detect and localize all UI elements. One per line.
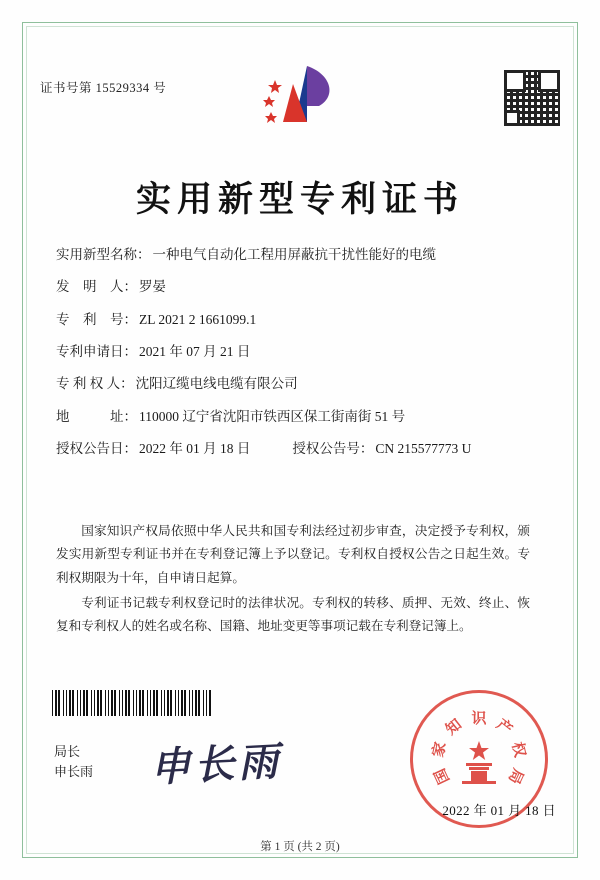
field-row (56, 248, 536, 263)
legal-text-block (56, 520, 530, 640)
handwritten-signature: 申长雨 (149, 738, 284, 791)
legal-paragraph: 国家知识产权局依照中华人民共和国专利法经过初步审查，决定授予专利权，颁发实用新型专利证书并在专利登记簿上予以登记。专利权自授权公告之日起生效。专利权期限为十年，自申请日起算。 (56, 524, 530, 585)
grant-number-value: CN 215577773 U (375, 441, 472, 457)
field-value: 2021 年 07 月 21 日 (139, 344, 251, 360)
field-label: 专利申请日： (56, 344, 137, 360)
field-value: 110000 辽宁省沈阳市铁西区保工街南街 51 号 (139, 408, 406, 424)
field-row (56, 280, 536, 295)
fields-block (56, 248, 536, 474)
field-label: 地 址： (56, 408, 137, 424)
field-label: 专 利 权 人： (56, 376, 134, 392)
grant-number-label: 授权公告号： (292, 441, 374, 457)
grant-date-label: 授权公告日： (56, 441, 137, 457)
page-title: 实用新型专利证书 (135, 180, 464, 219)
director-name-label: 申长雨 (54, 764, 94, 780)
field-row (56, 410, 536, 425)
field-label: 发 明 人： (56, 279, 137, 295)
field-value: 罗晏 (139, 279, 166, 295)
field-value: 一种电气自动化工程用屏蔽抗干扰性能好的电缆 (152, 247, 436, 262)
national-emblem-icon (452, 739, 506, 785)
field-row (56, 313, 536, 328)
field-value: ZL 2021 2 1661099.1 (139, 311, 257, 327)
page-footer: 第 1 页 (共 2 页) (260, 841, 340, 853)
qr-code-icon (504, 70, 560, 126)
field-row (56, 377, 536, 392)
field-value: 沈阳辽缆电线电缆有限公司 (135, 376, 298, 392)
seal-date: 2022 年 01 月 18 日 (442, 803, 556, 818)
grant-row (56, 442, 536, 457)
field-row (56, 345, 536, 360)
seal-text: 国 家 知 识 产 权 局 (430, 711, 528, 787)
certificate-number: 证书号第 15529334 号 (40, 81, 167, 95)
legal-paragraph: 专利证书记载专利权登记时的法律状况。专利权的转移、质押、无效、终止、恢复和专利权人的姓名或名称、国籍、地址变更等事项记载在专利登记簿上。 (56, 595, 530, 634)
field-label: 专 利 号： (56, 311, 137, 327)
barcode (52, 690, 212, 716)
grant-date-value: 2022 年 01 月 18 日 (139, 441, 251, 457)
cnipa-logo-icon (245, 62, 355, 134)
field-label: 实用新型名称： (56, 247, 151, 262)
director-title-label: 局长 (54, 744, 81, 759)
signature-labels (54, 742, 93, 782)
